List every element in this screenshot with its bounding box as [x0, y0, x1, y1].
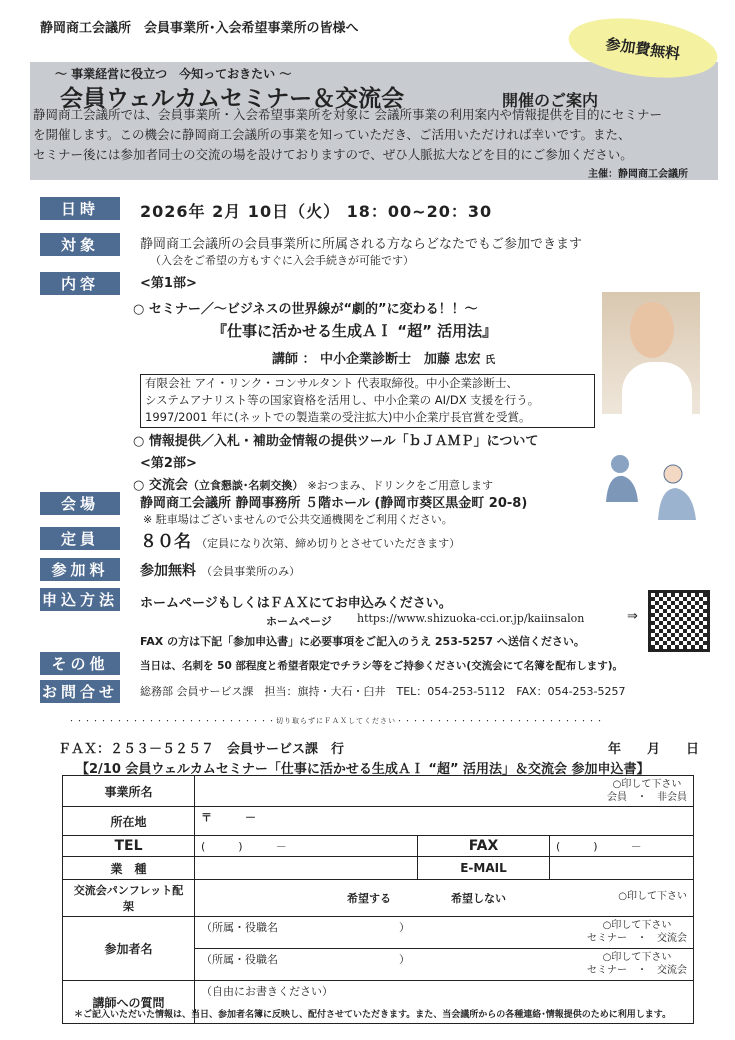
homepage-label: ホームページ [266, 615, 332, 628]
tel-label: TEL [63, 836, 195, 857]
info-heading: ○ 情報提供／入札・補助金情報の提供ツール「ｂＪＡＭＰ」について [133, 434, 539, 449]
lecturer [272, 348, 495, 367]
page-title: 会員ウェルカムセミナー＆交流会 [60, 86, 405, 112]
label-target: 対象 [40, 233, 120, 256]
target-note: （入会をご希望の方もすぐに入会手続きが可能です） [150, 254, 414, 267]
seminar-heading: ○ セミナー／～ビジネスの世界線が“劇的”に変わる！！～ [133, 302, 478, 317]
office-label: 事業所名 [63, 776, 195, 807]
intro-line: セミナー後には参加者同士の交流の場を設けておりますので、ぜひ人脈拡大などを目的にご参加ください。 [33, 147, 633, 162]
networking-heading: ○ 交流会 [133, 478, 188, 493]
label-content: 内容 [40, 272, 120, 295]
capacity-value: ８０名 [140, 532, 191, 552]
form-title: 【2/10 会員ウェルカムセミナー「仕事に活かせる生成ＡＩ “超” 活用法」＆交流会 参加申込書】 [76, 762, 650, 777]
circle-note: ○印して下さい [612, 779, 682, 790]
participant-field[interactable] [195, 949, 694, 981]
label-datetime: 日時 [40, 197, 120, 220]
circle-note: ○印して下さい [618, 891, 687, 902]
subtitle: ～ 事業経営に役立つ 今知っておきたい ～ [55, 67, 292, 81]
label-contact: お問合せ [40, 680, 120, 703]
event-datetime: 2026年 2月 10日（火） 18：00~20：30 [140, 202, 493, 221]
label-apply: 申込方法 [40, 588, 120, 611]
target-text: 静岡商工会議所の会員事業所に所属される方ならどなたでもご参加できます [140, 237, 583, 252]
bio-line: 有限会社 アイ・リンク・コンサルタント 代表取締役。中小企業診断士、 [145, 376, 519, 390]
venue-text: 静岡商工会議所 静岡事務所 ５階ホール (静岡市葵区黒金町 20-8) [140, 496, 528, 511]
form-fax-to: ＦＡＸ：２５３－５２５７ 会員サービス課 行 [58, 742, 345, 757]
fee-note: （会員事業所のみ） [201, 565, 301, 578]
other-text: 当日は、名刺を 50 部程度と希望者限定でチラシ等をご持参ください(交流会にて名簿を配布します)。 [140, 660, 624, 672]
circle-note: ○印して下さい [602, 920, 672, 931]
homepage-link[interactable]: https://www.shizuoka-cci.or.jp/kaiinsalon [357, 612, 585, 625]
intro-line: を開催します。この機会に静岡商工会議所の事業を知っていただき、ご活用いただければ幸いです。また、 [33, 127, 631, 142]
lecturer-bio [140, 374, 595, 428]
address-label: 所在地 [63, 807, 195, 836]
pamphlet-label: 交流会パンフレット配架 [63, 880, 195, 917]
organizer: 主催：静岡商工会議所 [588, 169, 688, 180]
email-label: E-MAIL [418, 857, 550, 880]
label-venue: 会場 [40, 492, 120, 515]
label-capacity: 定員 [40, 527, 120, 550]
lecturer-photo [602, 292, 700, 414]
seminar-title: 『仕事に活かせる生成ＡＩ “超” 活用法』 [212, 322, 498, 340]
bio-line: システムアナリスト等の国家資格を活用し、中小企業の AI/DX 支援を行う。 [145, 393, 540, 407]
session-choice[interactable]: セミナー ・ 交流会 [587, 965, 687, 976]
networking-illustration [598, 452, 703, 522]
cut-line: ・・・・・・・・・・・・・・・・・・・・・・・・・・切り取らずにＦＡＸしてください・・・・・・・・・・・・・・・・・・・・・・・・・・ [68, 717, 604, 725]
fax-field[interactable]: ( ) － [550, 836, 694, 857]
application-form [62, 775, 694, 1024]
free-badge: 参加費無料 [565, 10, 721, 86]
networking-note: ※おつまみ、ドリンクをご用意します [307, 479, 494, 492]
title-suffix: 開催のご案内 [502, 91, 599, 110]
capacity-note: （定員になり次第、締め切りとさせていただきます） [196, 537, 461, 550]
member-choice[interactable]: 会員 ・ 非会員 [607, 792, 687, 803]
fee-value: 参加無料 [140, 563, 196, 579]
part1-heading: <第1部> [140, 276, 197, 291]
contact-text: 総務部 会員サービス課 担当：旗持・大石・臼井 TEL：054-253-5112 FAX：054-253-5257 [140, 685, 626, 698]
lecturer-suffix: 氏 [485, 355, 496, 366]
want-option[interactable]: 希望する [347, 892, 391, 905]
circle-note: ○印して下さい [602, 952, 672, 963]
label-fee: 参加料 [40, 558, 120, 581]
lecturer-name: 講師 ： 中小企業診断士 加藤 忠宏 [272, 352, 481, 367]
office-field[interactable] [195, 776, 694, 807]
venue-note: ※ 駐車場はございませんので公共交通機関をご利用ください。 [143, 513, 453, 526]
question-label: 講師への質問 [63, 981, 195, 1024]
participant-label: 参加者名 [63, 917, 195, 981]
capacity [140, 527, 460, 552]
affiliation-hint: （所属・役職名 ） [201, 953, 410, 966]
networking-detail: （立食懇談･名刺交換） [187, 479, 304, 492]
apply-text: ホームページもしくはＦＡＸにてお申込みください。 [140, 596, 452, 611]
industry-label: 業 種 [63, 857, 195, 880]
arrow-icon: ⇒ [627, 609, 638, 624]
fee [140, 560, 300, 580]
not-want-option[interactable]: 希望しない [451, 892, 506, 905]
part2-heading: <第2部> [140, 456, 197, 471]
form-date: 年 月 日 [608, 742, 700, 757]
session-choice[interactable]: セミナー ・ 交流会 [587, 933, 687, 944]
address-field[interactable]: 〒 － [195, 807, 694, 836]
label-other: その他 [40, 652, 120, 675]
affiliation-hint: （所属・役職名 ） [201, 921, 410, 934]
apply-fax-text: FAX の方は下記「参加申込書」に必要事項をご記入のうえ 253-5257 へ送信ください。 [140, 635, 585, 648]
qr-code[interactable] [648, 590, 710, 652]
footnote: ＊ご記入いただいた情報は、当日、参加者名簿に反映し、配付させていただきます。また、当会議所からの各種連絡･情報提供のために利用します。 [74, 1010, 672, 1020]
intro-text [33, 105, 662, 165]
intro-line: 静岡商工会議所では、会員事業所・入会希望事業所を対象に 会議所事業の利用案内や情報提供を目的にセミナー [33, 107, 662, 122]
fax-label: FAX [418, 836, 550, 857]
email-field[interactable] [550, 857, 694, 880]
tel-field[interactable]: ( ) － [195, 836, 418, 857]
participant-field[interactable] [195, 917, 694, 949]
bio-line: 1997/2001 年に(ネットでの製造業の受注拡大)中小企業庁長官賞を受賞。 [145, 410, 531, 424]
question-field[interactable]: （自由にお書きください） [195, 981, 694, 1024]
networking-line [133, 474, 493, 493]
addressee: 静岡商工会議所 会員事業所･入会希望事業所の皆様へ [40, 21, 359, 36]
industry-field[interactable] [195, 857, 418, 880]
